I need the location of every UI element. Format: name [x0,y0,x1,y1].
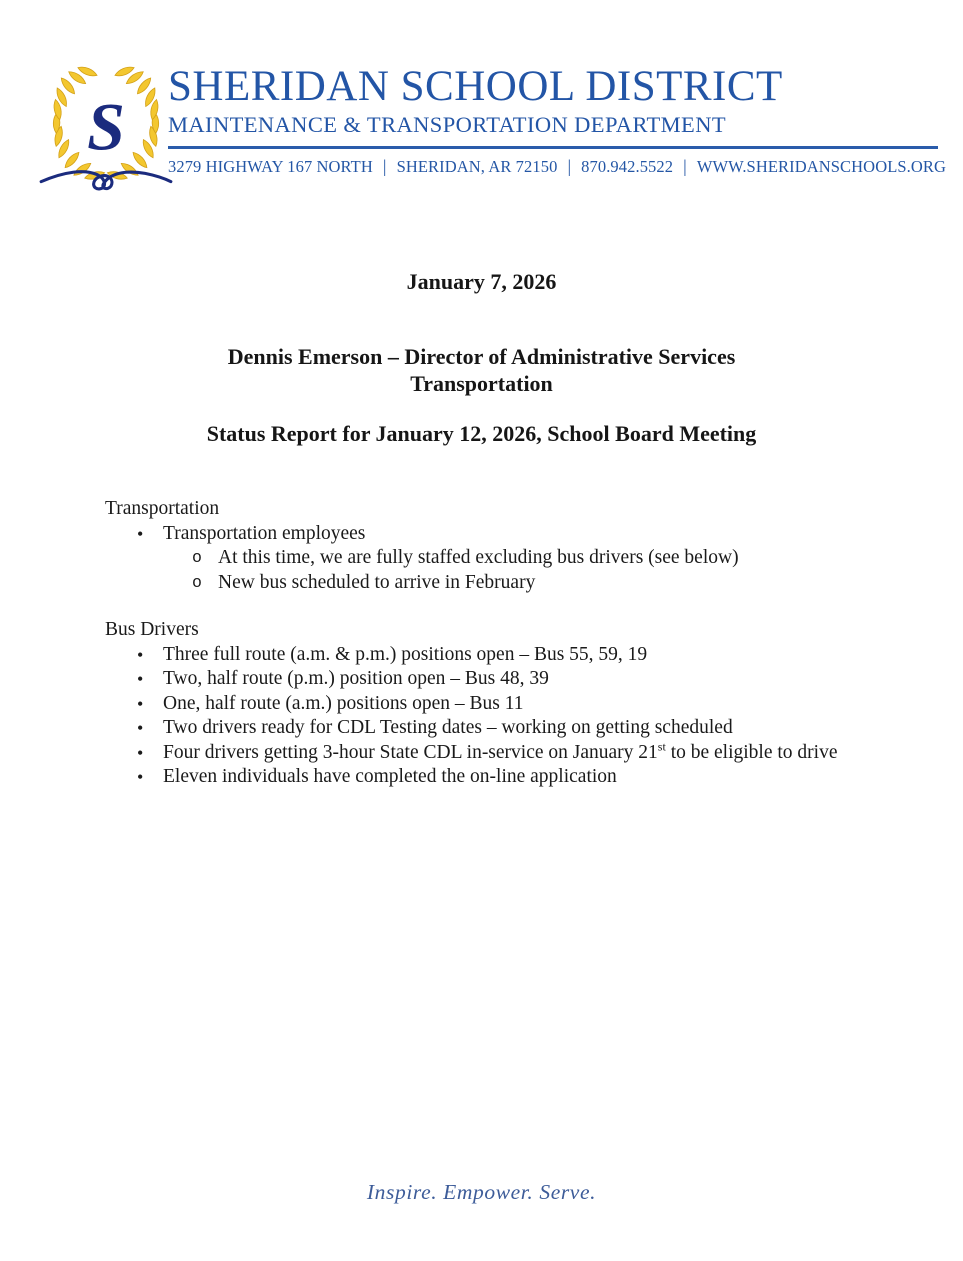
separator-bar: | [382,155,387,176]
ribbon-swirl [41,172,171,189]
section-heading: Bus Drivers [105,619,199,640]
bullet-item [105,765,877,790]
bullet-item [105,522,877,547]
bullet-text: Two, half route (p.m.) position open – Bus 48, 39 [163,668,549,689]
memo-subject: Status Report for January 12, 2026, School Board Meeting [206,421,757,446]
bullet-text: One, half route (a.m.) positions open – Bus 11 [163,692,524,714]
bullet-marker: • [137,669,144,689]
ordinal-superscript: st [657,739,666,753]
bullet-marker: • [137,742,144,763]
street-address: 3279 HIGHWAY 167 NORTH [168,156,373,176]
author-department: Transportation [410,370,553,396]
phone-number: 870.942.5522 [581,156,674,176]
sub-bullet-item [105,546,877,571]
district-name: SHERIDAN SCHOOL DISTRICT [168,63,783,110]
bullet-text: Eleven individuals have completed the on-line application [163,766,617,787]
bullet-text: Transportation employees [163,522,366,544]
bullet-item [105,692,877,717]
sub-bullet-marker: o [192,548,202,567]
bullet-marker: • [137,644,144,665]
bullet-marker: • [137,693,144,714]
section-bus-drivers [105,618,877,790]
sub-bullet-marker: o [192,572,202,592]
bullet-marker: • [137,523,144,544]
memo-date: January 7, 2026 [406,269,557,294]
memo-author-block [0,344,963,397]
district-motto: Inspire. Empower. Serve. [366,1180,597,1204]
author-name-title: Dennis Emerson – Director of Administrative Services [227,344,736,369]
separator-bar: | [567,155,572,176]
bullet-text: Three full route (a.m. & p.m.) positions open – Bus 55, 59, 19 [163,643,648,665]
bullet-marker: • [137,767,144,787]
bullet-marker: • [137,718,144,738]
city-state-zip: SHERIDAN, AR 72150 [396,156,558,176]
monogram-letter: S [87,88,125,165]
bullet-item [105,741,877,766]
separator-bar: | [683,155,687,176]
sub-bullet-text: New bus scheduled to arrive in February [218,571,536,593]
bullet-item [105,716,877,741]
bullet-text-post: to be eligible to drive [665,741,838,763]
sub-bullet-item [105,571,877,596]
department-name: MAINTENANCE & TRANSPORTATION DEPARTMENT [168,112,726,138]
bullet-item [105,643,877,668]
bullet-text: Two drivers ready for CDL Testing dates – working on getting scheduled [163,717,733,738]
letterhead [168,63,947,177]
school-district-logo-icon [36,56,176,194]
section-transportation [105,497,877,595]
sub-bullet-text: At this time, we are fully staffed excluding bus drivers (see below) [218,547,739,568]
bullet-item [105,667,877,692]
contact-line [168,155,947,177]
section-heading: Transportation [105,498,220,519]
header-divider [168,146,938,149]
website-url: WWW.SHERIDANSCHOOLS.ORG [696,156,947,176]
bullet-text-pre: Four drivers getting 3-hour State CDL in-service on January 21 [163,741,658,763]
bullet-text [163,741,837,766]
